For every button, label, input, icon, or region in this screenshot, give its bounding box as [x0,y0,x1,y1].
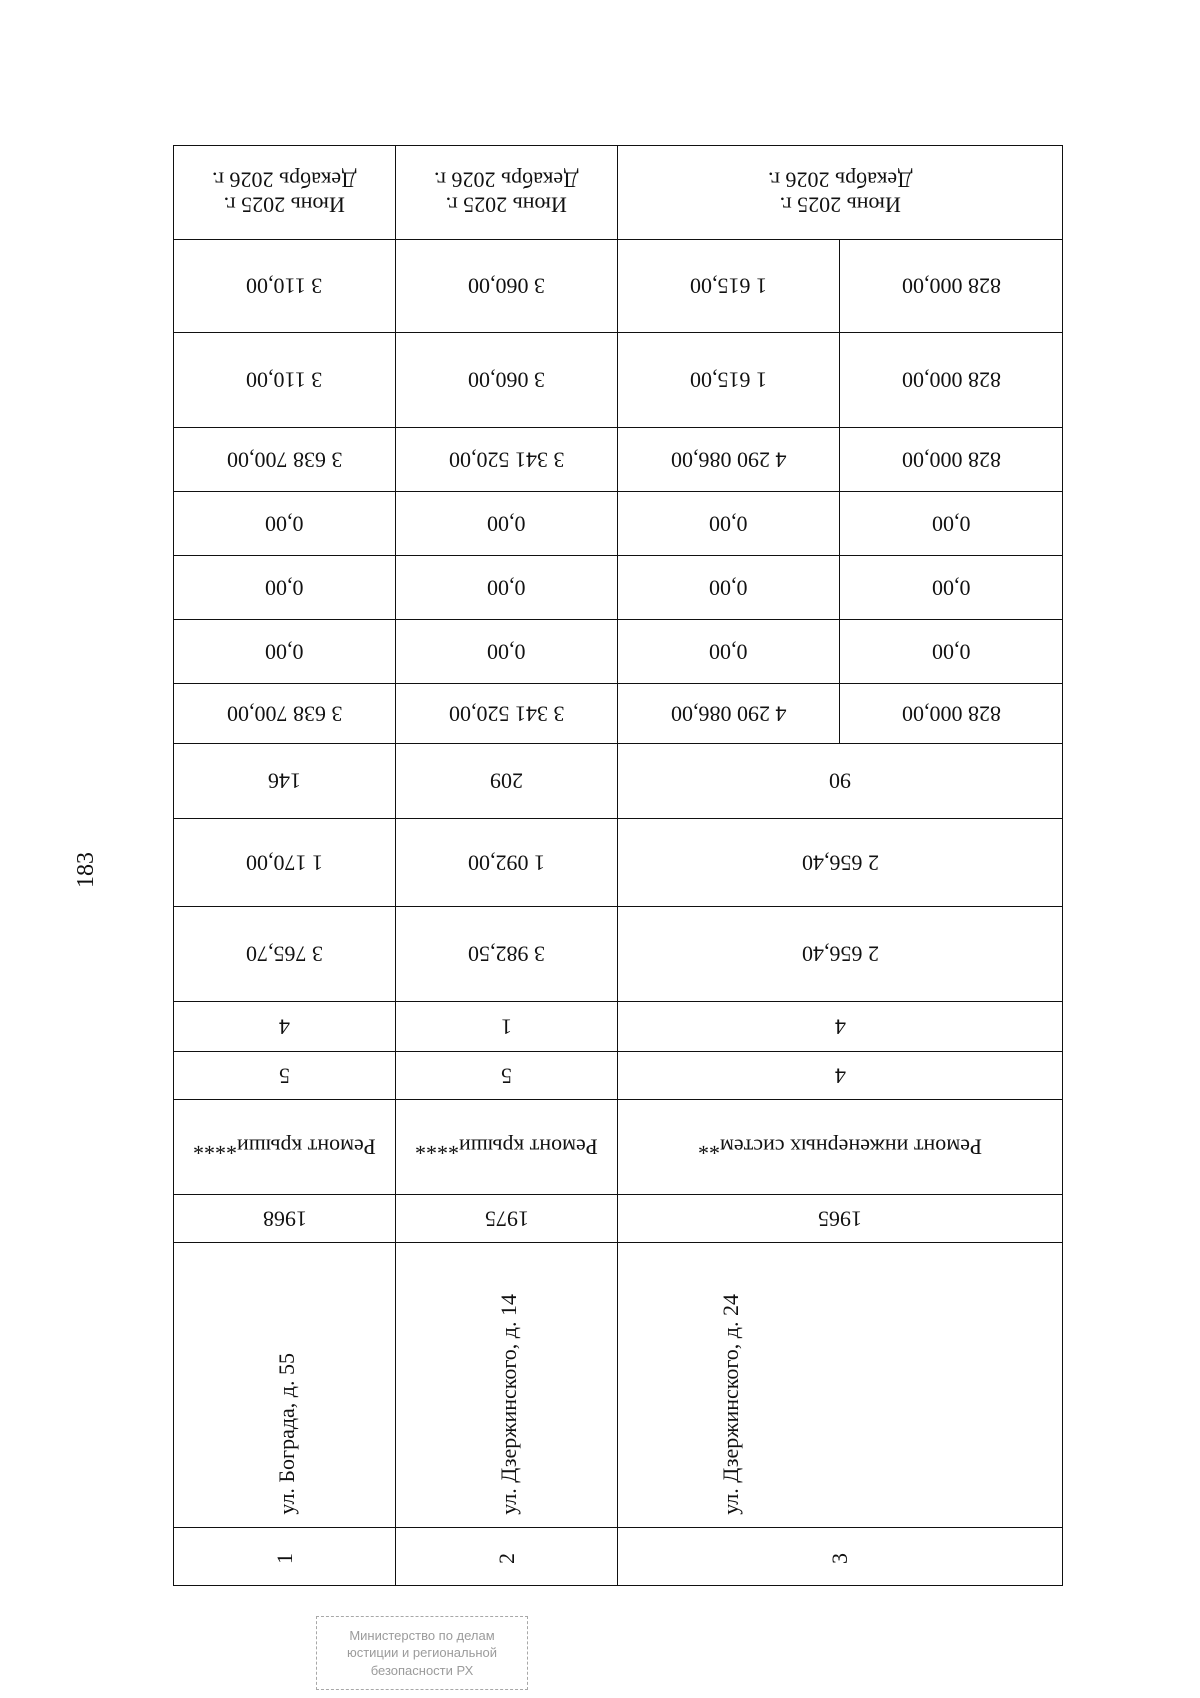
value-cell: 3 638 700,00 [174,428,396,492]
value-cell: 4 [618,1002,1063,1052]
value-cell: 3 110,00 [174,240,396,333]
table-row [174,1243,1063,1528]
value-cell: 828 000,00 [840,684,1063,744]
value-cell: 4 290 086,00 [618,684,840,744]
year-cell: 1968 [174,1195,396,1243]
value-cell: 1 170,00 [174,819,396,907]
table-row [174,907,1063,1002]
address-cell: ул. Дзержинского, д. 14 [396,1243,618,1528]
table-row [174,1195,1063,1243]
table-row [174,556,1063,620]
value-cell: 4 [618,1052,1063,1100]
table-row [174,492,1063,556]
value-cell: 0,00 [396,620,618,684]
value-cell: 0,00 [840,556,1063,620]
period-cell: Июнь 2025 г. Декабрь 2026 г. [618,146,1063,240]
value-cell: 3 341 520,00 [396,684,618,744]
value-cell: 0,00 [396,492,618,556]
table-row [174,333,1063,428]
value-cell: 1 [396,1002,618,1052]
table-row [174,1002,1063,1052]
row-number-cell: 2 [396,1528,618,1586]
page-number: 183 [72,852,99,888]
official-stamp: Министерство по делам юстиции и региональной безопасности РХ [316,1616,528,1690]
value-cell: 5 [174,1052,396,1100]
period-cell: Июнь 2025 г. Декабрь 2026 г. [174,146,396,240]
value-cell: 0,00 [174,620,396,684]
table-row [174,428,1063,492]
table-row [174,1100,1063,1195]
value-cell: 0,00 [618,620,840,684]
value-cell: 3 765,70 [174,907,396,1002]
row-number-cell: 1 [174,1528,396,1586]
value-cell: 0,00 [396,556,618,620]
value-cell: 3 060,00 [396,333,618,428]
value-cell: 828 000,00 [840,240,1063,333]
value-cell: 1 615,00 [618,240,840,333]
value-cell: 1 092,00 [396,819,618,907]
value-cell: 3 060,00 [396,240,618,333]
value-cell: 0,00 [840,492,1063,556]
work-type-cell: Ремонт инженерных систем** [618,1100,1063,1195]
table-row [174,1052,1063,1100]
value-cell: 2 656,40 [618,819,1063,907]
value-cell: 3 110,00 [174,333,396,428]
value-cell: 3 638 700,00 [174,684,396,744]
year-cell: 1965 [618,1195,1063,1243]
table-row [174,240,1063,333]
row-number-cell: 3 [618,1528,1063,1586]
work-type-cell: Ремонт крыши**** [396,1100,618,1195]
value-cell: 4 290 086,00 [618,428,840,492]
year-cell: 1975 [396,1195,618,1243]
value-cell: 0,00 [618,556,840,620]
table-row [174,819,1063,907]
table-row [174,744,1063,819]
value-cell: 0,00 [174,556,396,620]
table-row [174,146,1063,240]
value-cell: 2 656,40 [618,907,1063,1002]
table-row [174,620,1063,684]
value-cell: 828 000,00 [840,428,1063,492]
value-cell: 90 [618,744,1063,819]
table-row [174,1528,1063,1586]
value-cell: 5 [396,1052,618,1100]
value-cell: 209 [396,744,618,819]
value-cell: 3 982,50 [396,907,618,1002]
value-cell: 828 000,00 [840,333,1063,428]
table-row [174,684,1063,744]
address-cell: ул. Дзержинского, д. 24 [618,1243,1063,1528]
value-cell: 146 [174,744,396,819]
period-cell: Июнь 2025 г. Декабрь 2026 г. [396,146,618,240]
address-cell: ул. Бограда, д. 55 [174,1243,396,1528]
value-cell: 1 615,00 [618,333,840,428]
repair-schedule-table [173,145,1063,1586]
value-cell: 3 341 520,00 [396,428,618,492]
value-cell: 0,00 [840,620,1063,684]
work-type-cell: Ремонт крыши**** [174,1100,396,1195]
value-cell: 0,00 [174,492,396,556]
value-cell: 0,00 [618,492,840,556]
value-cell: 4 [174,1002,396,1052]
